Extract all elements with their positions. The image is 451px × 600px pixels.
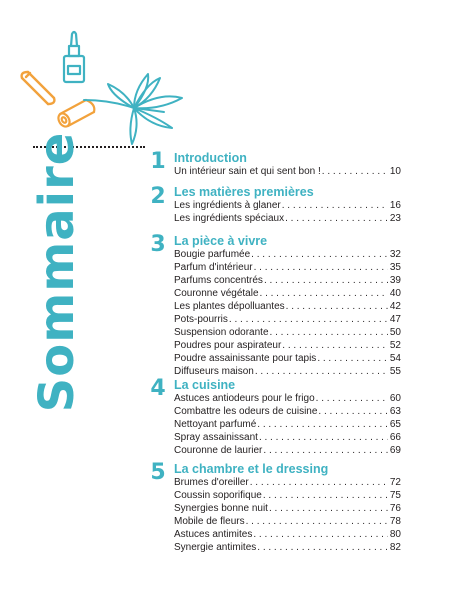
cinnamon-stick-icon xyxy=(22,72,55,104)
page-number: 66 xyxy=(389,432,401,443)
dot-leader xyxy=(286,300,388,313)
toc-entry[interactable] xyxy=(174,418,401,431)
toc-entry[interactable] xyxy=(174,165,401,178)
dot-leader xyxy=(260,287,388,300)
page-number: 42 xyxy=(389,301,401,312)
toc-entry[interactable] xyxy=(174,274,401,287)
entry-label: Astuces antimites xyxy=(174,529,253,540)
toc-entry[interactable] xyxy=(174,405,401,418)
dot-leader xyxy=(257,541,388,554)
dot-leader xyxy=(257,418,388,431)
section-title: Introduction xyxy=(174,151,247,165)
page-number: 76 xyxy=(389,503,401,514)
header-illustration xyxy=(0,0,451,150)
dot-leader xyxy=(322,165,388,178)
entry-label: Mobile de fleurs xyxy=(174,516,245,527)
entry-label: Bougie parfumée xyxy=(174,249,251,260)
entry-label: Poudre assainissante pour tapis xyxy=(174,353,317,364)
toc-entry[interactable] xyxy=(174,199,401,212)
page-number: 35 xyxy=(389,262,401,273)
toc-entry[interactable] xyxy=(174,300,401,313)
toc-entry[interactable] xyxy=(174,392,401,405)
section-title: La cuisine xyxy=(174,378,236,392)
entry-label: Pots-pourris xyxy=(174,314,228,325)
page-number: 60 xyxy=(389,393,401,404)
dot-leader xyxy=(229,313,388,326)
section-number: 3 xyxy=(150,232,166,257)
dot-leader xyxy=(282,339,388,352)
dot-leader xyxy=(270,326,388,339)
dot-leader xyxy=(246,515,388,528)
dot-leader xyxy=(250,476,388,489)
toc-entry[interactable] xyxy=(174,489,401,502)
entry-label: Les ingrédients spéciaux xyxy=(174,213,285,224)
toc-entry[interactable] xyxy=(174,502,401,515)
entry-label: Spray assainissant xyxy=(174,432,258,443)
entry-label: Les ingrédients à glaner xyxy=(174,200,281,211)
page-number: 10 xyxy=(389,166,401,177)
page-number: 69 xyxy=(389,445,401,456)
dot-leader xyxy=(263,444,388,457)
entry-label: Suspension odorante xyxy=(174,327,269,338)
toc-entry[interactable] xyxy=(174,431,401,444)
dot-leader xyxy=(269,502,388,515)
page-number: 80 xyxy=(389,529,401,540)
page-number: 78 xyxy=(389,516,401,527)
entry-label: Un intérieur sain et qui sent bon ! xyxy=(174,166,321,177)
page-number: 52 xyxy=(389,340,401,351)
entry-label: Combattre les odeurs de cuisine xyxy=(174,406,318,417)
entry-label: Couronne végétale xyxy=(174,288,259,299)
toc-entry[interactable] xyxy=(174,476,401,489)
entry-label: Synergie antimites xyxy=(174,542,257,553)
toc-entry[interactable] xyxy=(174,326,401,339)
toc-entry[interactable] xyxy=(174,261,401,274)
cinnamon-roll-icon xyxy=(56,100,94,129)
page-number: 23 xyxy=(389,213,401,224)
page-number: 40 xyxy=(389,288,401,299)
dot-leader xyxy=(254,261,388,274)
page-number: 54 xyxy=(389,353,401,364)
page-number: 72 xyxy=(389,477,401,488)
page-number: 65 xyxy=(389,419,401,430)
dot-leader xyxy=(316,392,388,405)
dot-leader xyxy=(263,489,388,502)
dot-leader xyxy=(318,405,388,418)
entry-label: Brumes d'oreiller xyxy=(174,477,249,488)
section-number: 4 xyxy=(150,376,166,401)
essential-oil-bottle-icon xyxy=(64,32,84,82)
entry-label: Synergies bonne nuit xyxy=(174,503,268,514)
entry-label: Poudres pour aspirateur xyxy=(174,340,282,351)
page-number: 16 xyxy=(389,200,401,211)
section-title: La chambre et le dressing xyxy=(174,462,329,476)
page-number: 82 xyxy=(389,542,401,553)
page-number: 75 xyxy=(389,490,401,501)
entry-label: Nettoyant parfumé xyxy=(174,419,257,430)
dot-leader xyxy=(282,199,388,212)
toc-entry[interactable] xyxy=(174,515,401,528)
entry-label: Parfums concentrés xyxy=(174,275,263,286)
section-title: Les matières premières xyxy=(174,185,314,199)
page-number: 47 xyxy=(389,314,401,325)
toc-entry[interactable] xyxy=(174,287,401,300)
toc-entry[interactable] xyxy=(174,313,401,326)
page-number: 39 xyxy=(389,275,401,286)
dot-leader xyxy=(264,274,388,287)
page-title: Sommaire xyxy=(29,131,85,413)
page-number: 55 xyxy=(389,366,401,377)
page-number: 63 xyxy=(389,406,401,417)
entry-label: Diffuseurs maison xyxy=(174,366,254,377)
toc-entry[interactable] xyxy=(174,444,401,457)
toc-entry[interactable] xyxy=(174,528,401,541)
section-number: 2 xyxy=(150,184,166,209)
dot-leader xyxy=(285,212,388,225)
entry-label: Coussin soporifique xyxy=(174,490,262,501)
toc-entry[interactable] xyxy=(174,541,401,554)
dot-leader xyxy=(259,431,388,444)
entry-label: Astuces antiodeurs pour le frigo xyxy=(174,393,315,404)
toc-entry[interactable] xyxy=(174,339,401,352)
dot-leader xyxy=(253,528,388,541)
dot-leader xyxy=(255,365,388,378)
toc-entry[interactable] xyxy=(174,212,401,225)
page-number: 32 xyxy=(389,249,401,260)
flower-branch-icon xyxy=(84,74,182,144)
entry-label: Parfum d'intérieur xyxy=(174,262,253,273)
section-number: 5 xyxy=(150,460,166,485)
section-number: 1 xyxy=(150,149,166,174)
page-number: 50 xyxy=(389,327,401,338)
dot-leader xyxy=(251,248,388,261)
dot-leader xyxy=(317,352,388,365)
toc-entry[interactable] xyxy=(174,248,401,261)
section-title: La pièce à vivre xyxy=(174,234,268,248)
entry-label: Couronne de laurier xyxy=(174,445,263,456)
toc-entry[interactable] xyxy=(174,352,401,365)
entry-label: Les plantes dépolluantes xyxy=(174,301,285,312)
